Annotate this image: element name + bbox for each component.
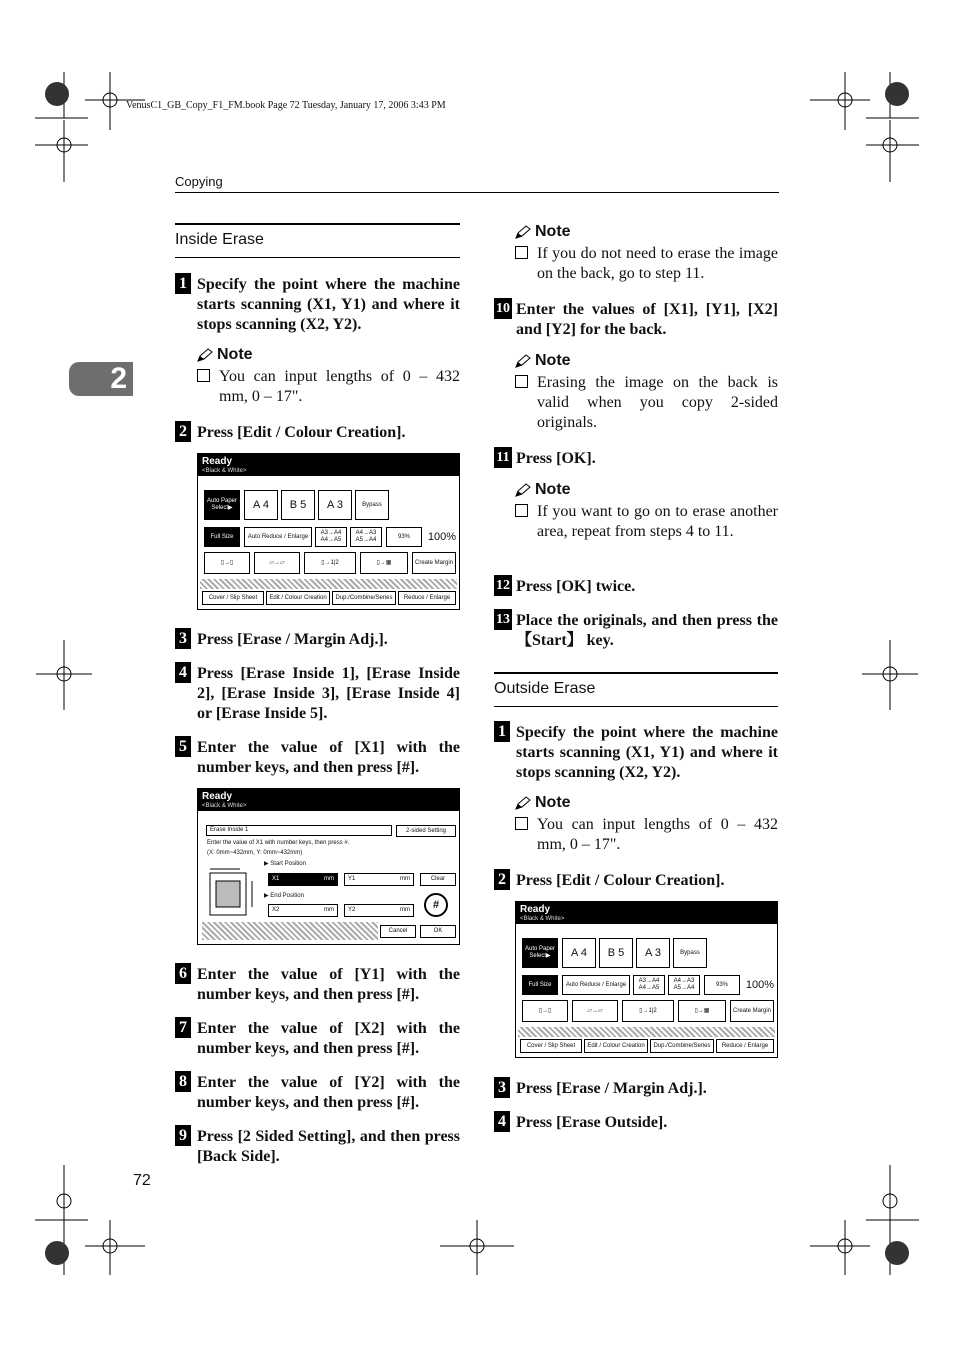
function-button-2[interactable]: ▱→▱ xyxy=(254,552,300,574)
outside-step-1: 1 Specify the point where the machine starts scanning (X1, Y1) and where it stops scanning (X2, Y2). xyxy=(494,723,778,783)
tray-1-button[interactable]: A 4 xyxy=(244,490,278,520)
ratio-1-button[interactable]: A3→A4 A4→A5 xyxy=(315,527,347,547)
erase-instruction: Enter the value of X1 with number keys, then press #. xyxy=(207,840,350,846)
screen-status: Ready xyxy=(198,454,459,468)
ratio-3-button[interactable]: 93% xyxy=(386,527,422,547)
screen-divider xyxy=(518,1027,775,1037)
zoom-readout: 100% xyxy=(426,527,458,547)
tab-dup-combine-series[interactable]: Dup./Combine/Series xyxy=(650,1039,714,1053)
y2-input[interactable]: Y2 mm xyxy=(344,904,414,917)
function-button-3[interactable]: ▯→1|2 xyxy=(622,1000,674,1022)
section-outside-erase: Outside Erase xyxy=(494,672,778,707)
erase-screen-mode: <Black & White> xyxy=(198,803,459,811)
full-size-button[interactable]: Full Size xyxy=(204,527,240,547)
screen-divider xyxy=(200,579,457,589)
outside-note-1: Note You can input lengths of 0 – 432 mm, 0 – 17". xyxy=(515,794,778,855)
step-12: 12 Press [OK] twice. xyxy=(494,577,778,597)
step-2: 2 Press [Edit / Colour Creation]. xyxy=(175,423,460,443)
note-b: Note Erasing the image on the back is valid when you copy 2-sided originals. xyxy=(515,352,778,433)
step-1: 1 Specify the point where the machine starts scanning (X1, Y1) and where it stops scanning (X2, Y2). xyxy=(175,275,460,335)
tab-reduce-enlarge[interactable]: Reduce / Enlarge xyxy=(398,591,456,605)
clear-button[interactable]: Clear xyxy=(420,873,456,886)
hash-key-icon[interactable]: # xyxy=(424,893,448,917)
pencil-icon xyxy=(515,483,531,497)
create-margin-button[interactable]: Create Margin xyxy=(412,552,456,574)
copier-screen-2 xyxy=(515,901,778,1058)
tab-cover-slip-sheet[interactable]: Cover / Slip Sheet xyxy=(202,591,264,605)
erase-range: (X: 0mm~432mm, Y: 0mm~432mm) xyxy=(207,850,303,856)
copier-screen-1 xyxy=(197,453,460,610)
tab-dup-combine-series[interactable]: Dup./Combine/Series xyxy=(332,591,396,605)
step-13: 13 Place the originals, and then press the 【Start】 key. xyxy=(494,611,778,651)
x1-input[interactable]: X1 mm xyxy=(268,873,338,886)
pencil-icon xyxy=(515,225,531,239)
tab-reduce-enlarge[interactable]: Reduce / Enlarge xyxy=(716,1039,774,1053)
step-3: 3 Press [Erase / Margin Adj.]. xyxy=(175,630,460,650)
tray-2-button[interactable]: B 5 xyxy=(281,490,315,520)
function-button-3[interactable]: ▯→1|2 xyxy=(304,552,356,574)
ratio-3-button[interactable]: 93% xyxy=(704,975,740,995)
erase-area-diagram xyxy=(206,863,266,923)
note-1: Note You can input lengths of 0 – 432 mm, 0 – 17". xyxy=(197,346,460,407)
full-size-button[interactable]: Full Size xyxy=(522,975,558,995)
step-7: 7 Enter the value of [X2] with the number keys, and then press [#]. xyxy=(175,1019,460,1059)
outside-step-2: 2 Press [Edit / Colour Creation]. xyxy=(494,871,778,891)
tab-edit-colour-creation[interactable]: Edit / Colour Creation xyxy=(584,1039,648,1053)
pencil-icon xyxy=(515,354,531,368)
crop-marks-middle xyxy=(0,640,954,720)
function-button-2[interactable]: ▱→▱ xyxy=(572,1000,618,1022)
function-button-4[interactable]: ▯→▦ xyxy=(360,552,408,574)
screen-mode: <Black & White> xyxy=(198,468,459,476)
start-position-label: ▶ Start Position xyxy=(264,861,306,867)
cancel-button[interactable]: Cancel xyxy=(380,925,416,938)
ratio-2-button[interactable]: A4→A3 A5→A4 xyxy=(668,975,700,995)
auto-reduce-button[interactable]: Auto Reduce / Enlarge xyxy=(244,527,312,547)
ratio-1-button[interactable]: A3→A4 A4→A5 xyxy=(633,975,665,995)
step-9: 9 Press [2 Sided Setting], and then press [Back Side]. xyxy=(175,1127,460,1167)
auto-reduce-button[interactable]: Auto Reduce / Enlarge xyxy=(562,975,630,995)
zoom-readout: 100% xyxy=(744,975,776,995)
tray-3-button[interactable]: A 3 xyxy=(636,938,670,968)
ratio-2-button[interactable]: A4→A3 A5→A4 xyxy=(350,527,382,547)
ok-button[interactable]: OK xyxy=(420,925,456,938)
outside-step-3: 3 Press [Erase / Margin Adj.]. xyxy=(494,1079,778,1099)
auto-paper-select-button[interactable]: Auto Paper Select▶ xyxy=(522,938,558,968)
step-11: 11 Press [OK]. xyxy=(494,449,778,469)
step-10: 10 Enter the values of [X1], [Y1], [X2] and [Y2] for the back. xyxy=(494,300,778,340)
step-5: 5 Enter the value of [X1] with the number keys, and then press [#]. xyxy=(175,738,460,778)
auto-paper-select-button[interactable]: Auto Paper Select▶ xyxy=(204,490,240,520)
pencil-icon xyxy=(197,348,213,362)
running-header: Copying xyxy=(175,174,223,189)
bypass-button[interactable]: Bypass xyxy=(355,490,389,520)
tab-cover-slip-sheet[interactable]: Cover / Slip Sheet xyxy=(520,1039,582,1053)
step-8: 8 Enter the value of [Y2] with the number keys, and then press [#]. xyxy=(175,1073,460,1113)
bypass-button[interactable]: Bypass xyxy=(673,938,707,968)
erase-screen-status: Ready xyxy=(198,789,459,803)
end-position-label: ▶ End Position xyxy=(264,893,304,899)
step-4: 4 Press [Erase Inside 1], [Erase Inside 2], [Erase Inside 3], [Erase Inside 4] or [Erase Inside 5]. xyxy=(175,664,460,724)
note-a: Note If you do not need to erase the image on the back, go to step 11. xyxy=(515,223,778,284)
tray-3-button[interactable]: A 3 xyxy=(318,490,352,520)
section-inside-erase: Inside Erase xyxy=(175,223,460,258)
erase-inside-screen xyxy=(197,788,460,945)
function-button-1[interactable]: ▯→▯ xyxy=(204,552,250,574)
erase-screen-hatch xyxy=(202,922,378,940)
chapter-tab: 2 xyxy=(69,362,133,396)
tab-edit-colour-creation[interactable]: Edit / Colour Creation xyxy=(266,591,330,605)
outside-step-4: 4 Press [Erase Outside]. xyxy=(494,1113,778,1133)
pencil-icon xyxy=(515,796,531,810)
erase-title: Erase Inside 1 xyxy=(206,825,392,836)
screen-mode: <Black & White> xyxy=(516,916,777,924)
tray-2-button[interactable]: B 5 xyxy=(599,938,633,968)
function-button-1[interactable]: ▯→▯ xyxy=(522,1000,568,1022)
two-sided-setting-button[interactable]: 2-sided Setting xyxy=(396,825,456,837)
book-info-line: VenusC1_GB_Copy_F1_FM.book Page 72 Tuesday, January 17, 2006 3:43 PM xyxy=(126,100,446,111)
function-button-4[interactable]: ▯→▦ xyxy=(678,1000,726,1022)
x2-input[interactable]: X2 mm xyxy=(268,904,338,917)
create-margin-button[interactable]: Create Margin xyxy=(730,1000,774,1022)
header-rule xyxy=(175,192,779,193)
y1-input[interactable]: Y1 mm xyxy=(344,873,414,886)
screen-status: Ready xyxy=(516,902,777,916)
step-6: 6 Enter the value of [Y1] with the number keys, and then press [#]. xyxy=(175,965,460,1005)
tray-1-button[interactable]: A 4 xyxy=(562,938,596,968)
page-number: 72 xyxy=(133,1172,151,1189)
note-c: Note If you want to go on to erase another area, repeat from steps 4 to 11. xyxy=(515,481,778,542)
